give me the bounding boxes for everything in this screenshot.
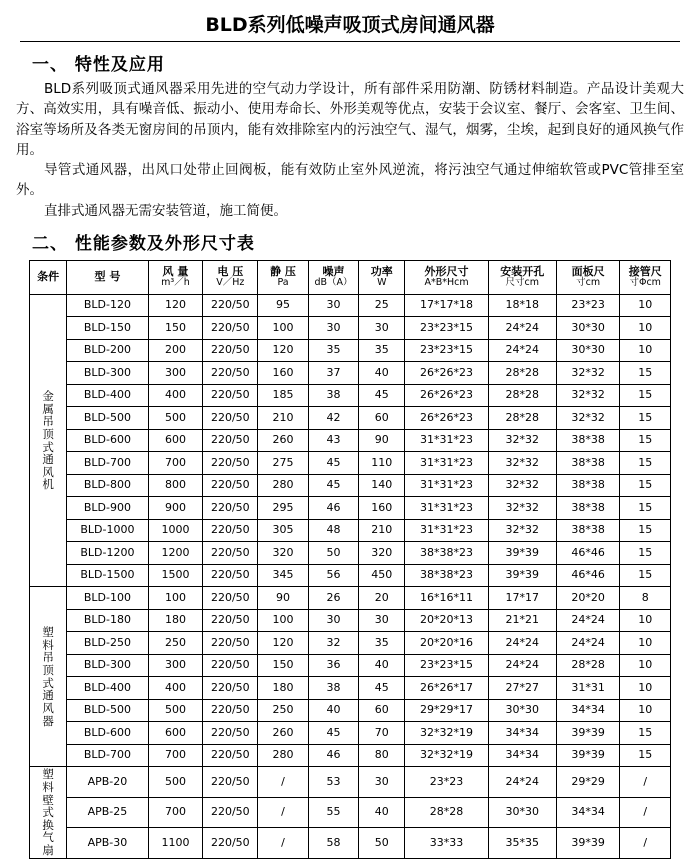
specification-table — [29, 260, 671, 859]
cell-static-pressure: / — [258, 828, 308, 859]
cell-power: 20 — [359, 587, 405, 610]
cell-outer-dimensions: 32*32*19 — [405, 744, 488, 767]
cell-static-pressure: / — [258, 797, 308, 827]
cell-model: BLD-300 — [67, 362, 148, 385]
cell-power: 25 — [359, 294, 405, 317]
cell-noise: 50 — [308, 542, 358, 565]
cell-airflow: 500 — [148, 767, 203, 797]
cell-mounting-hole: 32*32 — [488, 519, 556, 542]
cell-mounting-hole: 34*34 — [488, 722, 556, 745]
cell-panel-size: 29*29 — [556, 767, 620, 797]
cell-static-pressure: / — [258, 767, 308, 797]
cell-pipe-size: 15 — [620, 429, 671, 452]
cell-outer-dimensions: 32*32*19 — [405, 722, 488, 745]
cell-noise: 32 — [308, 632, 358, 655]
cell-panel-size: 20*20 — [556, 587, 620, 610]
cell-static-pressure: 260 — [258, 722, 308, 745]
cell-pipe-size: / — [620, 797, 671, 827]
cell-model: BLD-900 — [67, 497, 148, 520]
cell-outer-dimensions: 38*38*23 — [405, 542, 488, 565]
cell-airflow: 120 — [148, 294, 203, 317]
cell-outer-dimensions: 31*31*23 — [405, 452, 488, 475]
cell-static-pressure: 345 — [258, 564, 308, 587]
cell-panel-size: 24*24 — [556, 632, 620, 655]
cell-outer-dimensions: 26*26*23 — [405, 362, 488, 385]
cell-airflow: 250 — [148, 632, 203, 655]
cell-static-pressure: 320 — [258, 542, 308, 565]
table-row — [30, 699, 671, 722]
cell-voltage: 220/50 — [203, 699, 258, 722]
cell-mounting-hole: 28*28 — [488, 384, 556, 407]
paragraph-features-3: 直排式通风器无需安装管道，施工简便。 — [44, 202, 287, 219]
cell-mounting-hole: 34*34 — [488, 744, 556, 767]
cell-voltage: 220/50 — [203, 429, 258, 452]
paragraph-features-1: BLD系列吸顶式通风器采用先进的空气动力学设计，所有部件采用防潮、防锈材料制造。产品设计美观大方、高效实用，具有噪音低、振动小、使用寿命长、外形美观等优点，安装于会议室、餐厅、会客室、卫生间、浴室等场所及各类无窗房间的吊顶内，能有效排除室内的污浊空气、湿气，烟雾，尘埃，起到良好的通风换气作用。 — [16, 81, 684, 158]
cell-static-pressure: 100 — [258, 317, 308, 340]
cell-mounting-hole: 28*28 — [488, 407, 556, 430]
table-row — [30, 722, 671, 745]
table-header-row — [30, 260, 671, 294]
cell-pipe-size: 15 — [620, 497, 671, 520]
cell-noise: 40 — [308, 699, 358, 722]
cell-panel-size: 34*34 — [556, 797, 620, 827]
cell-power: 110 — [359, 452, 405, 475]
cell-pipe-size: / — [620, 767, 671, 797]
cell-voltage: 220/50 — [203, 587, 258, 610]
cell-power: 160 — [359, 497, 405, 520]
cell-static-pressure: 120 — [258, 339, 308, 362]
title-divider — [20, 41, 680, 42]
cell-mounting-hole: 28*28 — [488, 362, 556, 385]
cell-noise: 30 — [308, 317, 358, 340]
cell-static-pressure: 275 — [258, 452, 308, 475]
section-heading-specs: 二、 性能参数及外形尺寸表 — [32, 233, 255, 254]
table-row — [30, 474, 671, 497]
cell-noise: 56 — [308, 564, 358, 587]
cell-static-pressure: 185 — [258, 384, 308, 407]
cell-static-pressure: 90 — [258, 587, 308, 610]
cell-airflow: 600 — [148, 722, 203, 745]
cell-model: BLD-120 — [67, 294, 148, 317]
cell-panel-size: 38*38 — [556, 452, 620, 475]
cell-pipe-size: 10 — [620, 317, 671, 340]
cell-panel-size: 32*32 — [556, 407, 620, 430]
cell-static-pressure: 100 — [258, 609, 308, 632]
cell-airflow: 200 — [148, 339, 203, 362]
cell-mounting-hole: 21*21 — [488, 609, 556, 632]
cell-power: 45 — [359, 677, 405, 700]
cell-panel-size: 39*39 — [556, 722, 620, 745]
cell-outer-dimensions: 23*23*15 — [405, 654, 488, 677]
cell-airflow: 300 — [148, 362, 203, 385]
cell-outer-dimensions: 26*26*23 — [405, 407, 488, 430]
cell-voltage: 220/50 — [203, 294, 258, 317]
cell-noise: 58 — [308, 828, 358, 859]
cell-pipe-size: 15 — [620, 744, 671, 767]
column-header-pipe-size: 接管尺 寸Φcm — [620, 260, 671, 294]
cell-power: 70 — [359, 722, 405, 745]
column-header-panel-size: 面板尺 寸cm — [556, 260, 620, 294]
cell-static-pressure: 150 — [258, 654, 308, 677]
cell-pipe-size: 10 — [620, 632, 671, 655]
cell-mounting-hole: 39*39 — [488, 542, 556, 565]
cell-mounting-hole: 24*24 — [488, 339, 556, 362]
cell-voltage: 220/50 — [203, 542, 258, 565]
cell-static-pressure: 280 — [258, 474, 308, 497]
cell-outer-dimensions: 23*23*15 — [405, 317, 488, 340]
cell-power: 60 — [359, 407, 405, 430]
cell-airflow: 1200 — [148, 542, 203, 565]
cell-noise: 46 — [308, 744, 358, 767]
cell-pipe-size: 15 — [620, 722, 671, 745]
cell-noise: 53 — [308, 767, 358, 797]
table-row — [30, 609, 671, 632]
table-row — [30, 429, 671, 452]
column-header-mounting-hole: 安装开孔 尺寸cm — [488, 260, 556, 294]
cell-voltage: 220/50 — [203, 407, 258, 430]
cell-noise: 36 — [308, 654, 358, 677]
cell-model: BLD-1200 — [67, 542, 148, 565]
cell-airflow: 600 — [148, 429, 203, 452]
cell-airflow: 400 — [148, 677, 203, 700]
cell-power: 90 — [359, 429, 405, 452]
cell-panel-size: 39*39 — [556, 828, 620, 859]
cell-outer-dimensions: 31*31*23 — [405, 474, 488, 497]
cell-mounting-hole: 17*17 — [488, 587, 556, 610]
cell-airflow: 150 — [148, 317, 203, 340]
table-header — [30, 260, 671, 294]
cell-power: 40 — [359, 797, 405, 827]
cell-voltage: 220/50 — [203, 339, 258, 362]
cell-airflow: 400 — [148, 384, 203, 407]
cell-mounting-hole: 32*32 — [488, 429, 556, 452]
cell-voltage: 220/50 — [203, 677, 258, 700]
cell-static-pressure: 260 — [258, 429, 308, 452]
cell-panel-size: 24*24 — [556, 609, 620, 632]
cell-noise: 38 — [308, 677, 358, 700]
cell-power: 140 — [359, 474, 405, 497]
table-row — [30, 407, 671, 430]
cell-voltage: 220/50 — [203, 767, 258, 797]
cell-pipe-size: 15 — [620, 362, 671, 385]
table-row — [30, 317, 671, 340]
cell-airflow: 900 — [148, 497, 203, 520]
cell-voltage: 220/50 — [203, 654, 258, 677]
cell-pipe-size: 10 — [620, 699, 671, 722]
cell-pipe-size: 8 — [620, 587, 671, 610]
cell-mounting-hole: 24*24 — [488, 654, 556, 677]
cell-static-pressure: 280 — [258, 744, 308, 767]
cell-power: 35 — [359, 339, 405, 362]
cell-model: BLD-400 — [67, 384, 148, 407]
cell-model: BLD-150 — [67, 317, 148, 340]
cell-model: BLD-500 — [67, 407, 148, 430]
cell-mounting-hole: 32*32 — [488, 497, 556, 520]
cell-model: BLD-100 — [67, 587, 148, 610]
cell-noise: 43 — [308, 429, 358, 452]
cell-pipe-size: 15 — [620, 564, 671, 587]
cell-panel-size: 38*38 — [556, 429, 620, 452]
cell-mounting-hole: 35*35 — [488, 828, 556, 859]
column-header-voltage: 电 压 V／Hz — [203, 260, 258, 294]
cell-mounting-hole: 30*30 — [488, 797, 556, 827]
cell-voltage: 220/50 — [203, 828, 258, 859]
cell-outer-dimensions: 28*28 — [405, 797, 488, 827]
cell-pipe-size: 10 — [620, 294, 671, 317]
cell-model: BLD-600 — [67, 722, 148, 745]
table-row — [30, 362, 671, 385]
cell-pipe-size: 10 — [620, 609, 671, 632]
cell-panel-size: 39*39 — [556, 744, 620, 767]
cell-model: BLD-700 — [67, 452, 148, 475]
cell-outer-dimensions: 26*26*23 — [405, 384, 488, 407]
cell-static-pressure: 180 — [258, 677, 308, 700]
cell-voltage: 220/50 — [203, 317, 258, 340]
cell-model: BLD-500 — [67, 699, 148, 722]
cell-voltage: 220/50 — [203, 632, 258, 655]
cell-mounting-hole: 32*32 — [488, 474, 556, 497]
cell-model: APB-20 — [67, 767, 148, 797]
cell-voltage: 220/50 — [203, 722, 258, 745]
cell-pipe-size: / — [620, 828, 671, 859]
table-row — [30, 519, 671, 542]
cell-noise: 45 — [308, 474, 358, 497]
cell-noise: 42 — [308, 407, 358, 430]
cell-power: 30 — [359, 609, 405, 632]
cell-model: APB-30 — [67, 828, 148, 859]
cell-voltage: 220/50 — [203, 452, 258, 475]
cell-outer-dimensions: 33*33 — [405, 828, 488, 859]
cell-model: BLD-300 — [67, 654, 148, 677]
cell-voltage: 220/50 — [203, 564, 258, 587]
cell-power: 30 — [359, 317, 405, 340]
cell-outer-dimensions: 26*26*17 — [405, 677, 488, 700]
cell-power: 320 — [359, 542, 405, 565]
cell-noise: 35 — [308, 339, 358, 362]
cell-voltage: 220/50 — [203, 519, 258, 542]
cell-voltage: 220/50 — [203, 474, 258, 497]
cell-power: 35 — [359, 632, 405, 655]
group-label-2: 塑 料 吊 顶 式 通 风 器 — [30, 587, 67, 767]
page-title: BLD系列低噪声吸顶式房间通风器 — [205, 14, 495, 36]
cell-model: BLD-700 — [67, 744, 148, 767]
column-header-condition: 条件 — [30, 260, 67, 294]
cell-static-pressure: 210 — [258, 407, 308, 430]
cell-outer-dimensions: 31*31*23 — [405, 497, 488, 520]
table-row — [30, 542, 671, 565]
table-row — [30, 797, 671, 827]
cell-panel-size: 46*46 — [556, 564, 620, 587]
cell-outer-dimensions: 23*23 — [405, 767, 488, 797]
cell-airflow: 800 — [148, 474, 203, 497]
cell-voltage: 220/50 — [203, 744, 258, 767]
cell-outer-dimensions: 16*16*11 — [405, 587, 488, 610]
cell-model: BLD-1000 — [67, 519, 148, 542]
cell-model: BLD-250 — [67, 632, 148, 655]
cell-voltage: 220/50 — [203, 384, 258, 407]
cell-noise: 45 — [308, 452, 358, 475]
cell-noise: 37 — [308, 362, 358, 385]
cell-panel-size: 34*34 — [556, 699, 620, 722]
cell-airflow: 500 — [148, 407, 203, 430]
table-row — [30, 339, 671, 362]
cell-outer-dimensions: 31*31*23 — [405, 519, 488, 542]
cell-power: 450 — [359, 564, 405, 587]
cell-pipe-size: 15 — [620, 407, 671, 430]
table-row — [30, 587, 671, 610]
cell-power: 40 — [359, 362, 405, 385]
cell-panel-size: 32*32 — [556, 384, 620, 407]
cell-airflow: 1100 — [148, 828, 203, 859]
table-row — [30, 632, 671, 655]
table-row — [30, 654, 671, 677]
cell-static-pressure: 305 — [258, 519, 308, 542]
column-header-power: 功率 W — [359, 260, 405, 294]
paragraph-features-2: 导管式通风器，出风口处带止回阀板，能有效防止室外风逆流，将污浊空气通过伸缩软管或PVC管排至室外。 — [16, 162, 684, 199]
cell-panel-size: 30*30 — [556, 317, 620, 340]
cell-power: 80 — [359, 744, 405, 767]
cell-airflow: 100 — [148, 587, 203, 610]
table-row — [30, 744, 671, 767]
cell-outer-dimensions: 20*20*16 — [405, 632, 488, 655]
cell-static-pressure: 250 — [258, 699, 308, 722]
cell-model: BLD-1500 — [67, 564, 148, 587]
cell-noise: 45 — [308, 722, 358, 745]
column-header-airflow: 风 量 m³／h — [148, 260, 203, 294]
section-heading-features: 一、 特性及应用 — [32, 55, 165, 75]
cell-power: 50 — [359, 828, 405, 859]
cell-static-pressure: 295 — [258, 497, 308, 520]
cell-mounting-hole: 24*24 — [488, 632, 556, 655]
cell-mounting-hole: 24*24 — [488, 767, 556, 797]
cell-airflow: 700 — [148, 452, 203, 475]
cell-voltage: 220/50 — [203, 362, 258, 385]
cell-airflow: 1000 — [148, 519, 203, 542]
cell-model: BLD-180 — [67, 609, 148, 632]
cell-pipe-size: 10 — [620, 654, 671, 677]
cell-static-pressure: 160 — [258, 362, 308, 385]
cell-power: 210 — [359, 519, 405, 542]
cell-mounting-hole: 18*18 — [488, 294, 556, 317]
column-header-noise: 噪声 dB（A） — [308, 260, 358, 294]
cell-mounting-hole: 24*24 — [488, 317, 556, 340]
table-body — [30, 294, 671, 858]
cell-power: 30 — [359, 767, 405, 797]
cell-noise: 55 — [308, 797, 358, 827]
table-row — [30, 677, 671, 700]
cell-voltage: 220/50 — [203, 497, 258, 520]
group-label-1: 金 属 吊 顶 式 通 风 机 — [30, 294, 67, 587]
cell-panel-size: 31*31 — [556, 677, 620, 700]
cell-model: BLD-800 — [67, 474, 148, 497]
cell-panel-size: 23*23 — [556, 294, 620, 317]
cell-pipe-size: 15 — [620, 519, 671, 542]
cell-mounting-hole: 30*30 — [488, 699, 556, 722]
cell-model: BLD-600 — [67, 429, 148, 452]
column-header-outer-dimensions: 外形尺寸 A*B*Hcm — [405, 260, 488, 294]
cell-panel-size: 38*38 — [556, 497, 620, 520]
cell-panel-size: 28*28 — [556, 654, 620, 677]
cell-airflow: 700 — [148, 744, 203, 767]
cell-noise: 38 — [308, 384, 358, 407]
cell-power: 60 — [359, 699, 405, 722]
cell-panel-size: 38*38 — [556, 474, 620, 497]
cell-outer-dimensions: 29*29*17 — [405, 699, 488, 722]
cell-airflow: 180 — [148, 609, 203, 632]
cell-pipe-size: 10 — [620, 677, 671, 700]
cell-mounting-hole: 27*27 — [488, 677, 556, 700]
cell-panel-size: 38*38 — [556, 519, 620, 542]
cell-pipe-size: 15 — [620, 452, 671, 475]
table-row — [30, 294, 671, 317]
table-row — [30, 767, 671, 797]
cell-model: BLD-400 — [67, 677, 148, 700]
cell-outer-dimensions: 38*38*23 — [405, 564, 488, 587]
table-row — [30, 384, 671, 407]
cell-mounting-hole: 39*39 — [488, 564, 556, 587]
cell-outer-dimensions: 20*20*13 — [405, 609, 488, 632]
table-row — [30, 452, 671, 475]
table-row — [30, 564, 671, 587]
cell-airflow: 500 — [148, 699, 203, 722]
cell-static-pressure: 120 — [258, 632, 308, 655]
cell-outer-dimensions: 23*23*15 — [405, 339, 488, 362]
cell-model: BLD-200 — [67, 339, 148, 362]
column-header-model: 型 号 — [67, 260, 148, 294]
cell-static-pressure: 95 — [258, 294, 308, 317]
cell-noise: 30 — [308, 609, 358, 632]
cell-power: 45 — [359, 384, 405, 407]
cell-pipe-size: 15 — [620, 384, 671, 407]
group-label-3: 塑 料 壁 式 换 气 扇 — [30, 767, 67, 858]
cell-power: 40 — [359, 654, 405, 677]
cell-noise: 48 — [308, 519, 358, 542]
cell-model: APB-25 — [67, 797, 148, 827]
column-header-static-pressure: 静 压 Pa — [258, 260, 308, 294]
cell-voltage: 220/50 — [203, 797, 258, 827]
cell-noise: 30 — [308, 294, 358, 317]
cell-mounting-hole: 32*32 — [488, 452, 556, 475]
cell-pipe-size: 15 — [620, 542, 671, 565]
table-row — [30, 497, 671, 520]
cell-airflow: 1500 — [148, 564, 203, 587]
cell-pipe-size: 10 — [620, 339, 671, 362]
cell-airflow: 700 — [148, 797, 203, 827]
cell-outer-dimensions: 17*17*18 — [405, 294, 488, 317]
cell-airflow: 300 — [148, 654, 203, 677]
cell-noise: 26 — [308, 587, 358, 610]
cell-pipe-size: 15 — [620, 474, 671, 497]
cell-outer-dimensions: 31*31*23 — [405, 429, 488, 452]
cell-panel-size: 30*30 — [556, 339, 620, 362]
cell-voltage: 220/50 — [203, 609, 258, 632]
cell-noise: 46 — [308, 497, 358, 520]
cell-panel-size: 32*32 — [556, 362, 620, 385]
cell-panel-size: 46*46 — [556, 542, 620, 565]
